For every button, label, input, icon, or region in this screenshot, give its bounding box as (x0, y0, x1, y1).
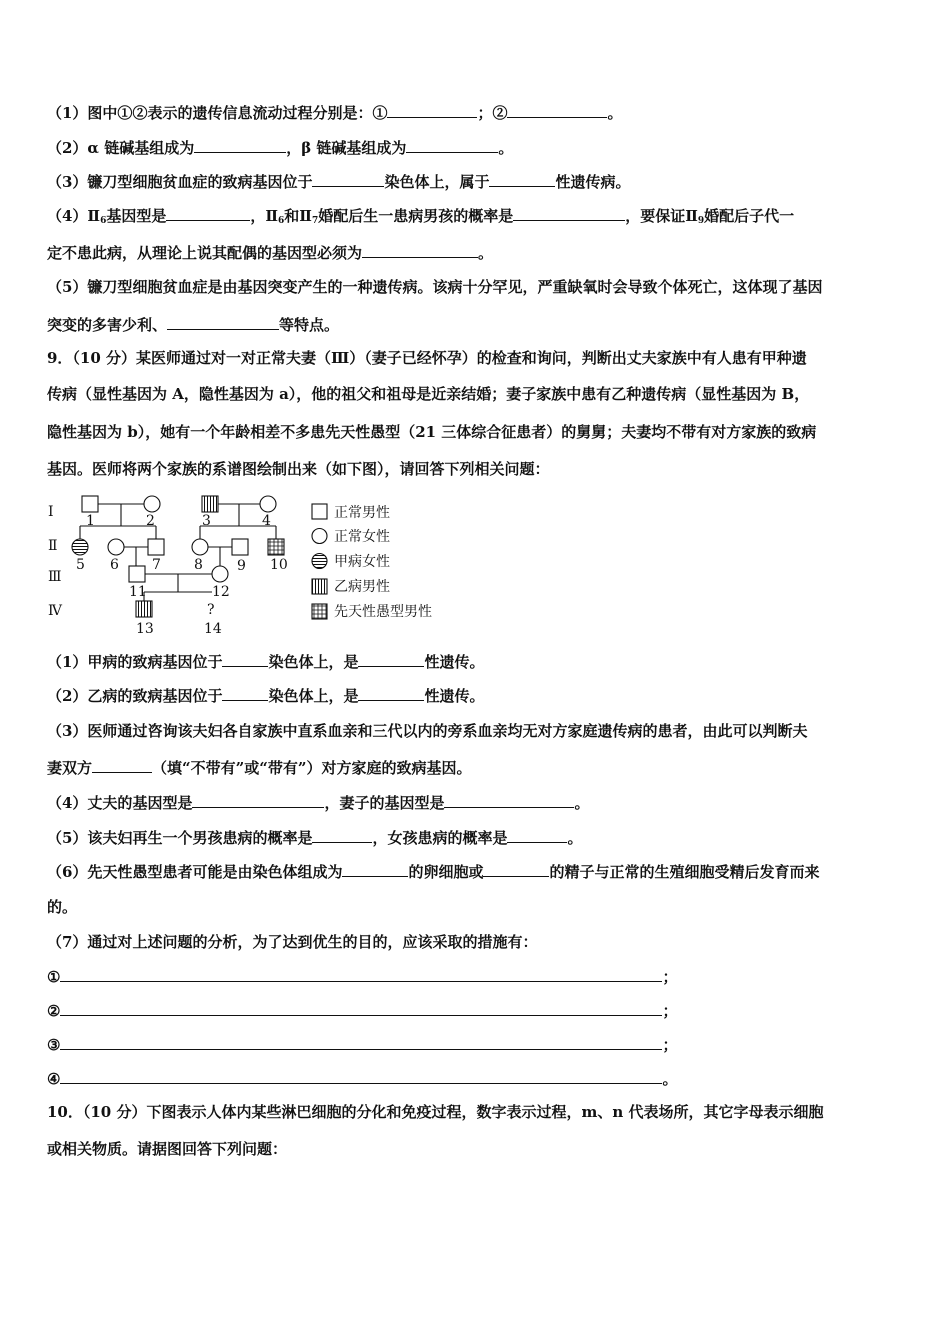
q10-line: 10．（10 分）下图表示人体内某些淋巴细胞的分化和免疫过程，数字表示过程，m、n 代表场所，其它字母表示细胞 (47, 1103, 824, 1121)
individual-number: 10 (270, 557, 288, 573)
q9-part5: （5）该夫妇再生一个男孩患病的概率是 ，女孩患病的概率是 。 (47, 829, 583, 847)
answer-blank[interactable] (358, 651, 424, 667)
q8-part3: （3）镰刀型细胞贫血症的致病基因位于 染色体上，属于 性遗传病。 (47, 173, 631, 191)
individual-number: 14 (204, 621, 222, 637)
q9-intro-line: 基因。医师将两个家族的系谱图绘制出来（如下图），请回答下列相关问题： (47, 460, 550, 478)
q9-part1: （1）甲病的致病基因位于 染色体上，是 性遗传。 (47, 653, 485, 671)
q9-part7: （7）通过对上述问题的分析，为了达到优生的目的，应该采取的措施有： (47, 933, 538, 951)
answer-blank[interactable] (192, 792, 324, 808)
answer-blank[interactable] (60, 1068, 662, 1084)
individual-number: 1 (86, 513, 95, 529)
individual-3-disease-b-male (202, 496, 218, 512)
answer-blank[interactable] (507, 827, 567, 843)
individual-9-normal-male (232, 539, 248, 555)
legend-down-syndrome-male-icon (312, 604, 327, 619)
individual-6-normal-female (108, 539, 124, 555)
individual-10-down-syndrome-male (268, 539, 284, 555)
legend-label: 先天性愚型男性 (334, 604, 432, 620)
individual-number: 12 (212, 584, 230, 600)
individual-number: 7 (152, 557, 161, 573)
legend-label: 正常男性 (334, 505, 390, 521)
q8-part5-cont: 突变的多害少利、 等特点。 (47, 316, 340, 334)
q9-intro-line: 隐性基因为 b），她有一个年龄相差不多患先天性愚型（21 三体综合征患者）的舅舅；夫妻均不带有对方家族的致病 (47, 423, 817, 441)
answer-blank[interactable] (60, 1034, 662, 1050)
individual-number: 4 (262, 513, 271, 529)
measure-line: ① ； (47, 968, 678, 986)
individual-5-disease-a-female (72, 539, 88, 555)
individual-number: 13 (136, 621, 154, 637)
pedigree-chart (44, 488, 464, 640)
q8-part1: （1）图中①②表示的遗传信息流动过程分别是：① ；② 。 (47, 104, 623, 122)
individual-2-normal-female (144, 496, 160, 512)
measure-line: ④ 。 (47, 1070, 678, 1088)
individual-7-normal-male (148, 539, 164, 555)
q9-part6: （6）先天性愚型患者可能是由染色体组成为 的卵细胞或 的精子与正常的生殖细胞受精后发育而来 (47, 863, 820, 881)
q10-line: 或相关物质。请据图回答下列问题： (47, 1140, 288, 1158)
answer-blank[interactable] (194, 137, 286, 153)
answer-blank[interactable] (483, 861, 549, 877)
answer-blank[interactable] (362, 242, 478, 258)
individual-number: 3 (202, 513, 211, 529)
answer-blank[interactable] (222, 685, 268, 701)
individual-number: 11 (129, 584, 147, 600)
q9-intro-line: 9．（10 分）某医师通过对一对正常夫妻（Ⅲ）（妻子已经怀孕）的检查和询问，判断出丈夫家族中有人患有甲种遗 (47, 349, 807, 367)
answer-blank[interactable] (166, 205, 250, 221)
q9-part3-cont: 妻双方 （填“不带有”或“带有”）对方家庭的致病基因。 (47, 759, 472, 777)
answer-blank[interactable] (406, 137, 498, 153)
legend-label: 正常女性 (334, 529, 390, 545)
answer-blank[interactable] (312, 827, 372, 843)
answer-blank[interactable] (312, 171, 384, 187)
q8-part5: （5）镰刀型细胞贫血症是由基因突变产生的一种遗传病。该病十分罕见，严重缺氧时会导致个体死亡，这体现了基因 (47, 278, 823, 296)
generation-label: Ⅱ (48, 538, 58, 554)
legend-normal-female-icon (312, 529, 327, 544)
generation-label: Ⅳ (48, 603, 62, 619)
individual-8-normal-female (192, 539, 208, 555)
q9-part6-cont: 的。 (47, 898, 78, 916)
q8-part2: （2）α 链碱基组成为 ，β 链碱基组成为 。 (47, 139, 514, 157)
answer-blank[interactable] (358, 685, 424, 701)
answer-blank[interactable] (222, 651, 268, 667)
q9-part3: （3）医师通过咨询该夫妇各自家族中直系血亲和三代以内的旁系血亲均无对方家庭遗传病的患者，由此可以判断夫 (47, 722, 808, 740)
answer-blank[interactable] (513, 205, 625, 221)
answer-blank[interactable] (60, 966, 662, 982)
individual-1-normal-male (82, 496, 98, 512)
legend-label: 乙病男性 (334, 579, 390, 595)
measure-line: ③ ； (47, 1036, 678, 1054)
legend-normal-male-icon (312, 504, 327, 519)
answer-blank[interactable] (92, 757, 152, 773)
legend-disease-b-male-icon (312, 579, 327, 594)
generation-label: Ⅲ (48, 569, 62, 585)
individual-12-normal-female (212, 566, 228, 582)
q9-part4: （4）丈夫的基因型是 ，妻子的基因型是 。 (47, 794, 590, 812)
answer-blank[interactable] (167, 314, 279, 330)
answer-blank[interactable] (489, 171, 555, 187)
individual-4-normal-female (260, 496, 276, 512)
individual-number: 5 (76, 557, 85, 573)
answer-blank[interactable] (342, 861, 408, 877)
q9-intro-line: 传病（显性基因为 A，隐性基因为 a），他的祖父和祖母是近亲结婚；妻子家族中患有乙种遗传病（显性基因为 B， (47, 385, 810, 403)
individual-number: 2 (146, 513, 155, 529)
legend-disease-a-female-icon (312, 554, 327, 569)
q8-part4: $(4)Ⅱ_6$基因型是 ，$Ⅱ_6$和$Ⅱ_7$婚配后生一患病男孩的概率是 ，要保证$Ⅱ_9$婚配后子代一 (47, 207, 795, 226)
answer-blank[interactable] (507, 102, 607, 118)
individual-number: 8 (194, 557, 203, 573)
individual-11-normal-male (129, 566, 145, 582)
q9-part2: （2）乙病的致病基因位于 染色体上，是 性遗传。 (47, 687, 485, 705)
individual-14-unknown: ? (207, 602, 215, 618)
individual-13-disease-b-male (136, 601, 152, 617)
q8-part4-cont: 定不患此病，从理论上说其配偶的基因型必须为 。 (47, 244, 494, 262)
individual-number: 9 (237, 558, 246, 574)
answer-blank[interactable] (444, 792, 574, 808)
answer-blank[interactable] (60, 1000, 662, 1016)
measure-line: ② ； (47, 1002, 678, 1020)
answer-blank[interactable] (387, 102, 477, 118)
individual-number: 6 (110, 557, 119, 573)
generation-label: Ⅰ (48, 504, 54, 520)
legend-label: 甲病女性 (334, 554, 390, 570)
